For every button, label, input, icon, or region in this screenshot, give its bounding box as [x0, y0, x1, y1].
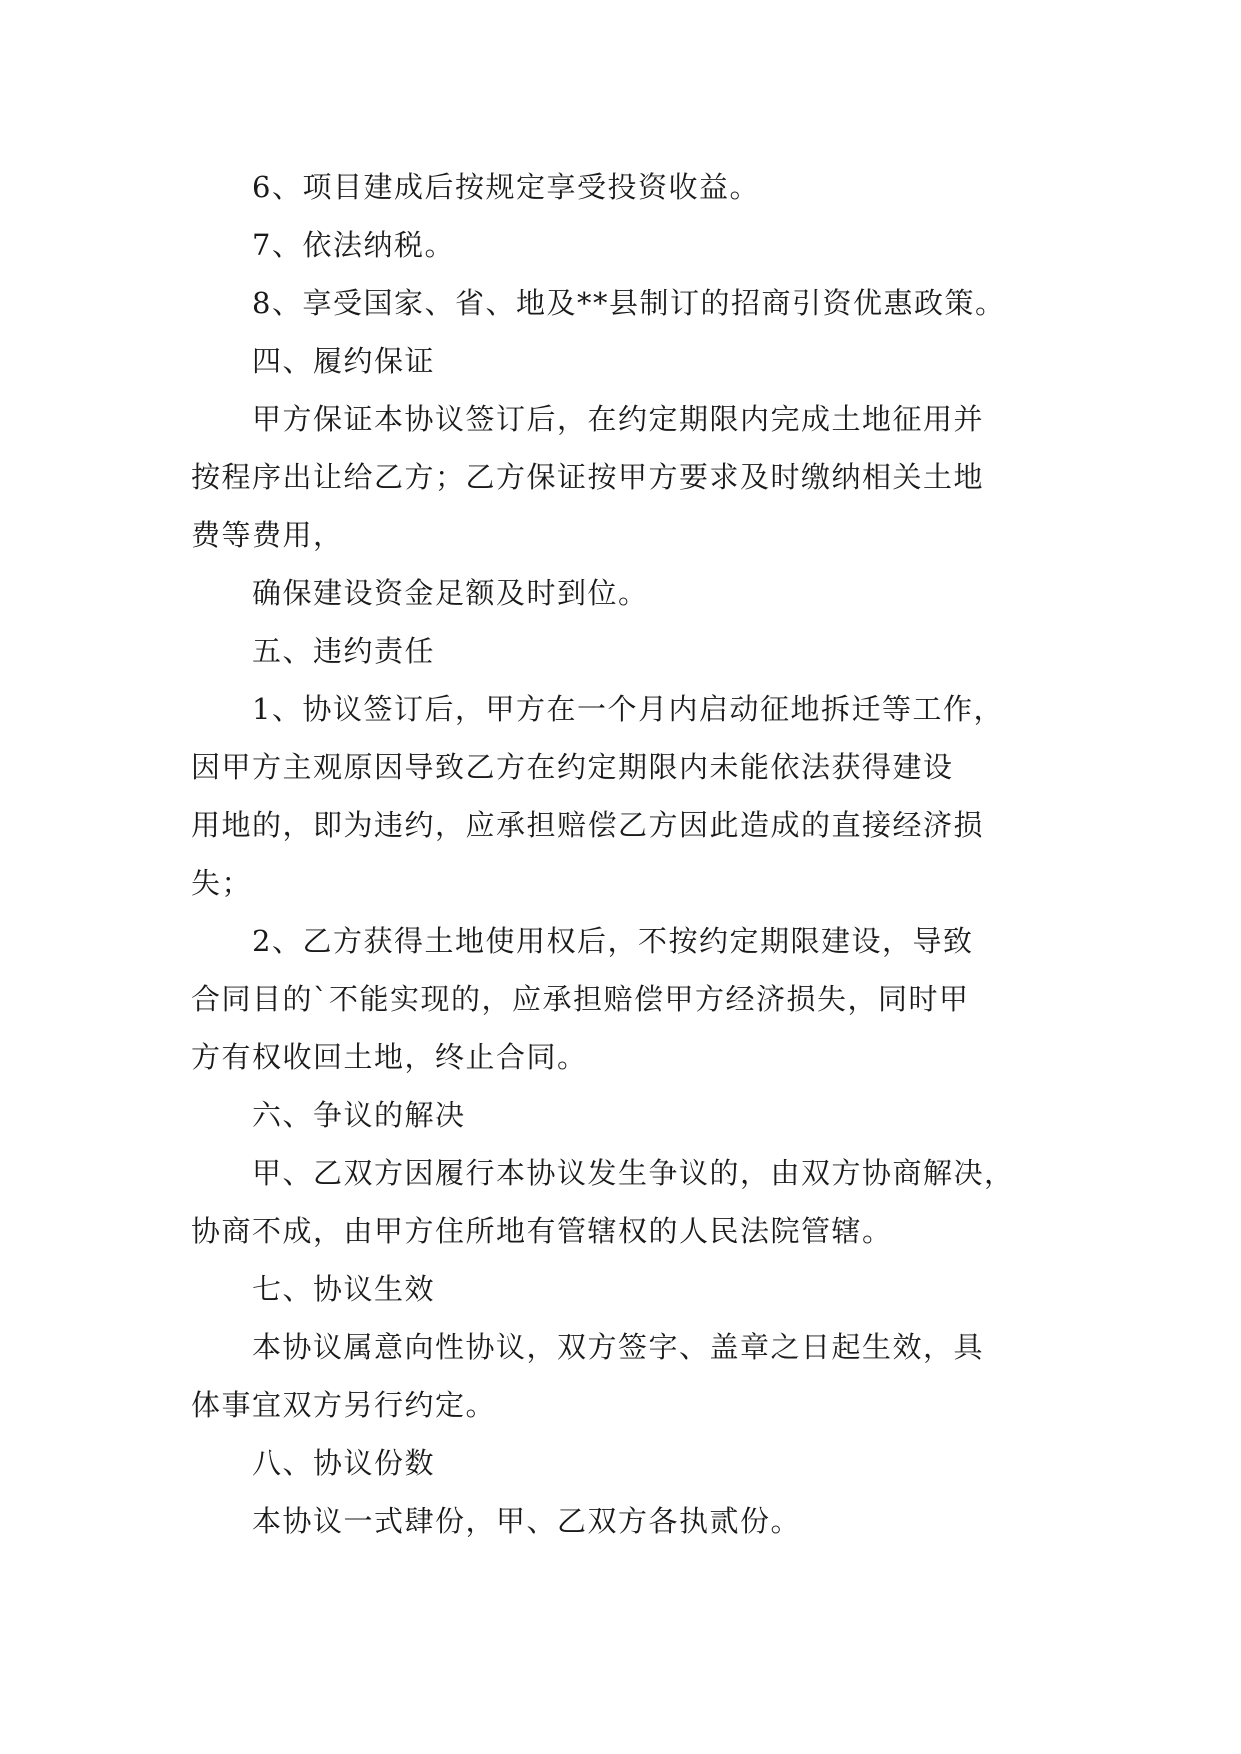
text-line: 失；: [191, 866, 253, 900]
text-line: 1、协议签订后，甲方在一个月内启动征地拆迁等工作，: [252, 692, 1004, 726]
text-line: 协商不成，由甲方住所地有管辖权的人民法院管辖。: [191, 1214, 893, 1248]
liability-item-1-paragraph: [191, 680, 1071, 912]
clause-8-paragraph: [191, 274, 1071, 332]
section-heading-text: 八、协议份数: [252, 1446, 436, 1480]
text-line: 7、依法纳税。: [252, 228, 455, 262]
text-line: 因甲方主观原因导致乙方在约定期限内未能依法获得建设: [191, 750, 954, 784]
text-line: 本协议属意向性协议，双方签字、盖章之日起生效，具: [252, 1330, 985, 1364]
text-line: 甲、乙双方因履行本协议发生争议的，由双方协商解决，: [252, 1156, 1015, 1190]
effectiveness-paragraph: [191, 1318, 1071, 1434]
text-line: 2、乙方获得土地使用权后，不按约定期限建设，导致: [252, 924, 974, 958]
clause-6-paragraph: [191, 158, 1071, 216]
dispute-resolution-paragraph: [191, 1144, 1071, 1260]
section-heading-text: 五、违约责任: [252, 634, 436, 668]
text-line: 甲方保证本协议签订后，在约定期限内完成土地征用并: [252, 402, 985, 436]
copies-paragraph: [191, 1492, 1071, 1550]
text-line: 本协议一式肆份，甲、乙双方各执贰份。: [252, 1504, 802, 1538]
clause-7-paragraph: [191, 216, 1071, 274]
text-line: 方有权收回土地，终止合同。: [191, 1040, 588, 1074]
text-line: 8、享受国家、省、地及**县制订的招商引资优惠政策。: [252, 286, 1006, 320]
section-heading-text: 四、履约保证: [252, 344, 436, 378]
liability-item-2-paragraph: [191, 912, 1071, 1086]
section-6-heading: [191, 1086, 1071, 1144]
text-line: 6、项目建成后按规定享受投资收益。: [252, 170, 760, 204]
performance-guarantee-paragraph: [191, 390, 1071, 564]
text-line: 费等费用，: [191, 518, 344, 552]
section-4-heading: [191, 332, 1071, 390]
text-line: 按程序出让给乙方；乙方保证按甲方要求及时缴纳相关土地: [191, 460, 985, 494]
section-heading-text: 六、争议的解决: [252, 1098, 466, 1132]
section-7-heading: [191, 1260, 1071, 1318]
text-line: 确保建设资金足额及时到位。: [252, 576, 649, 610]
text-line: 用地的，即为违约，应承担赔偿乙方因此造成的直接经济损: [191, 808, 985, 842]
section-5-heading: [191, 622, 1071, 680]
text-line: 合同目的`不能实现的，应承担赔偿甲方经济损失，同时甲: [191, 982, 970, 1016]
section-8-heading: [191, 1434, 1071, 1492]
text-line: 体事宜双方另行约定。: [191, 1388, 497, 1422]
section-heading-text: 七、协议生效: [252, 1272, 436, 1306]
funding-paragraph: [191, 564, 1071, 622]
document-body: [191, 158, 1071, 1550]
